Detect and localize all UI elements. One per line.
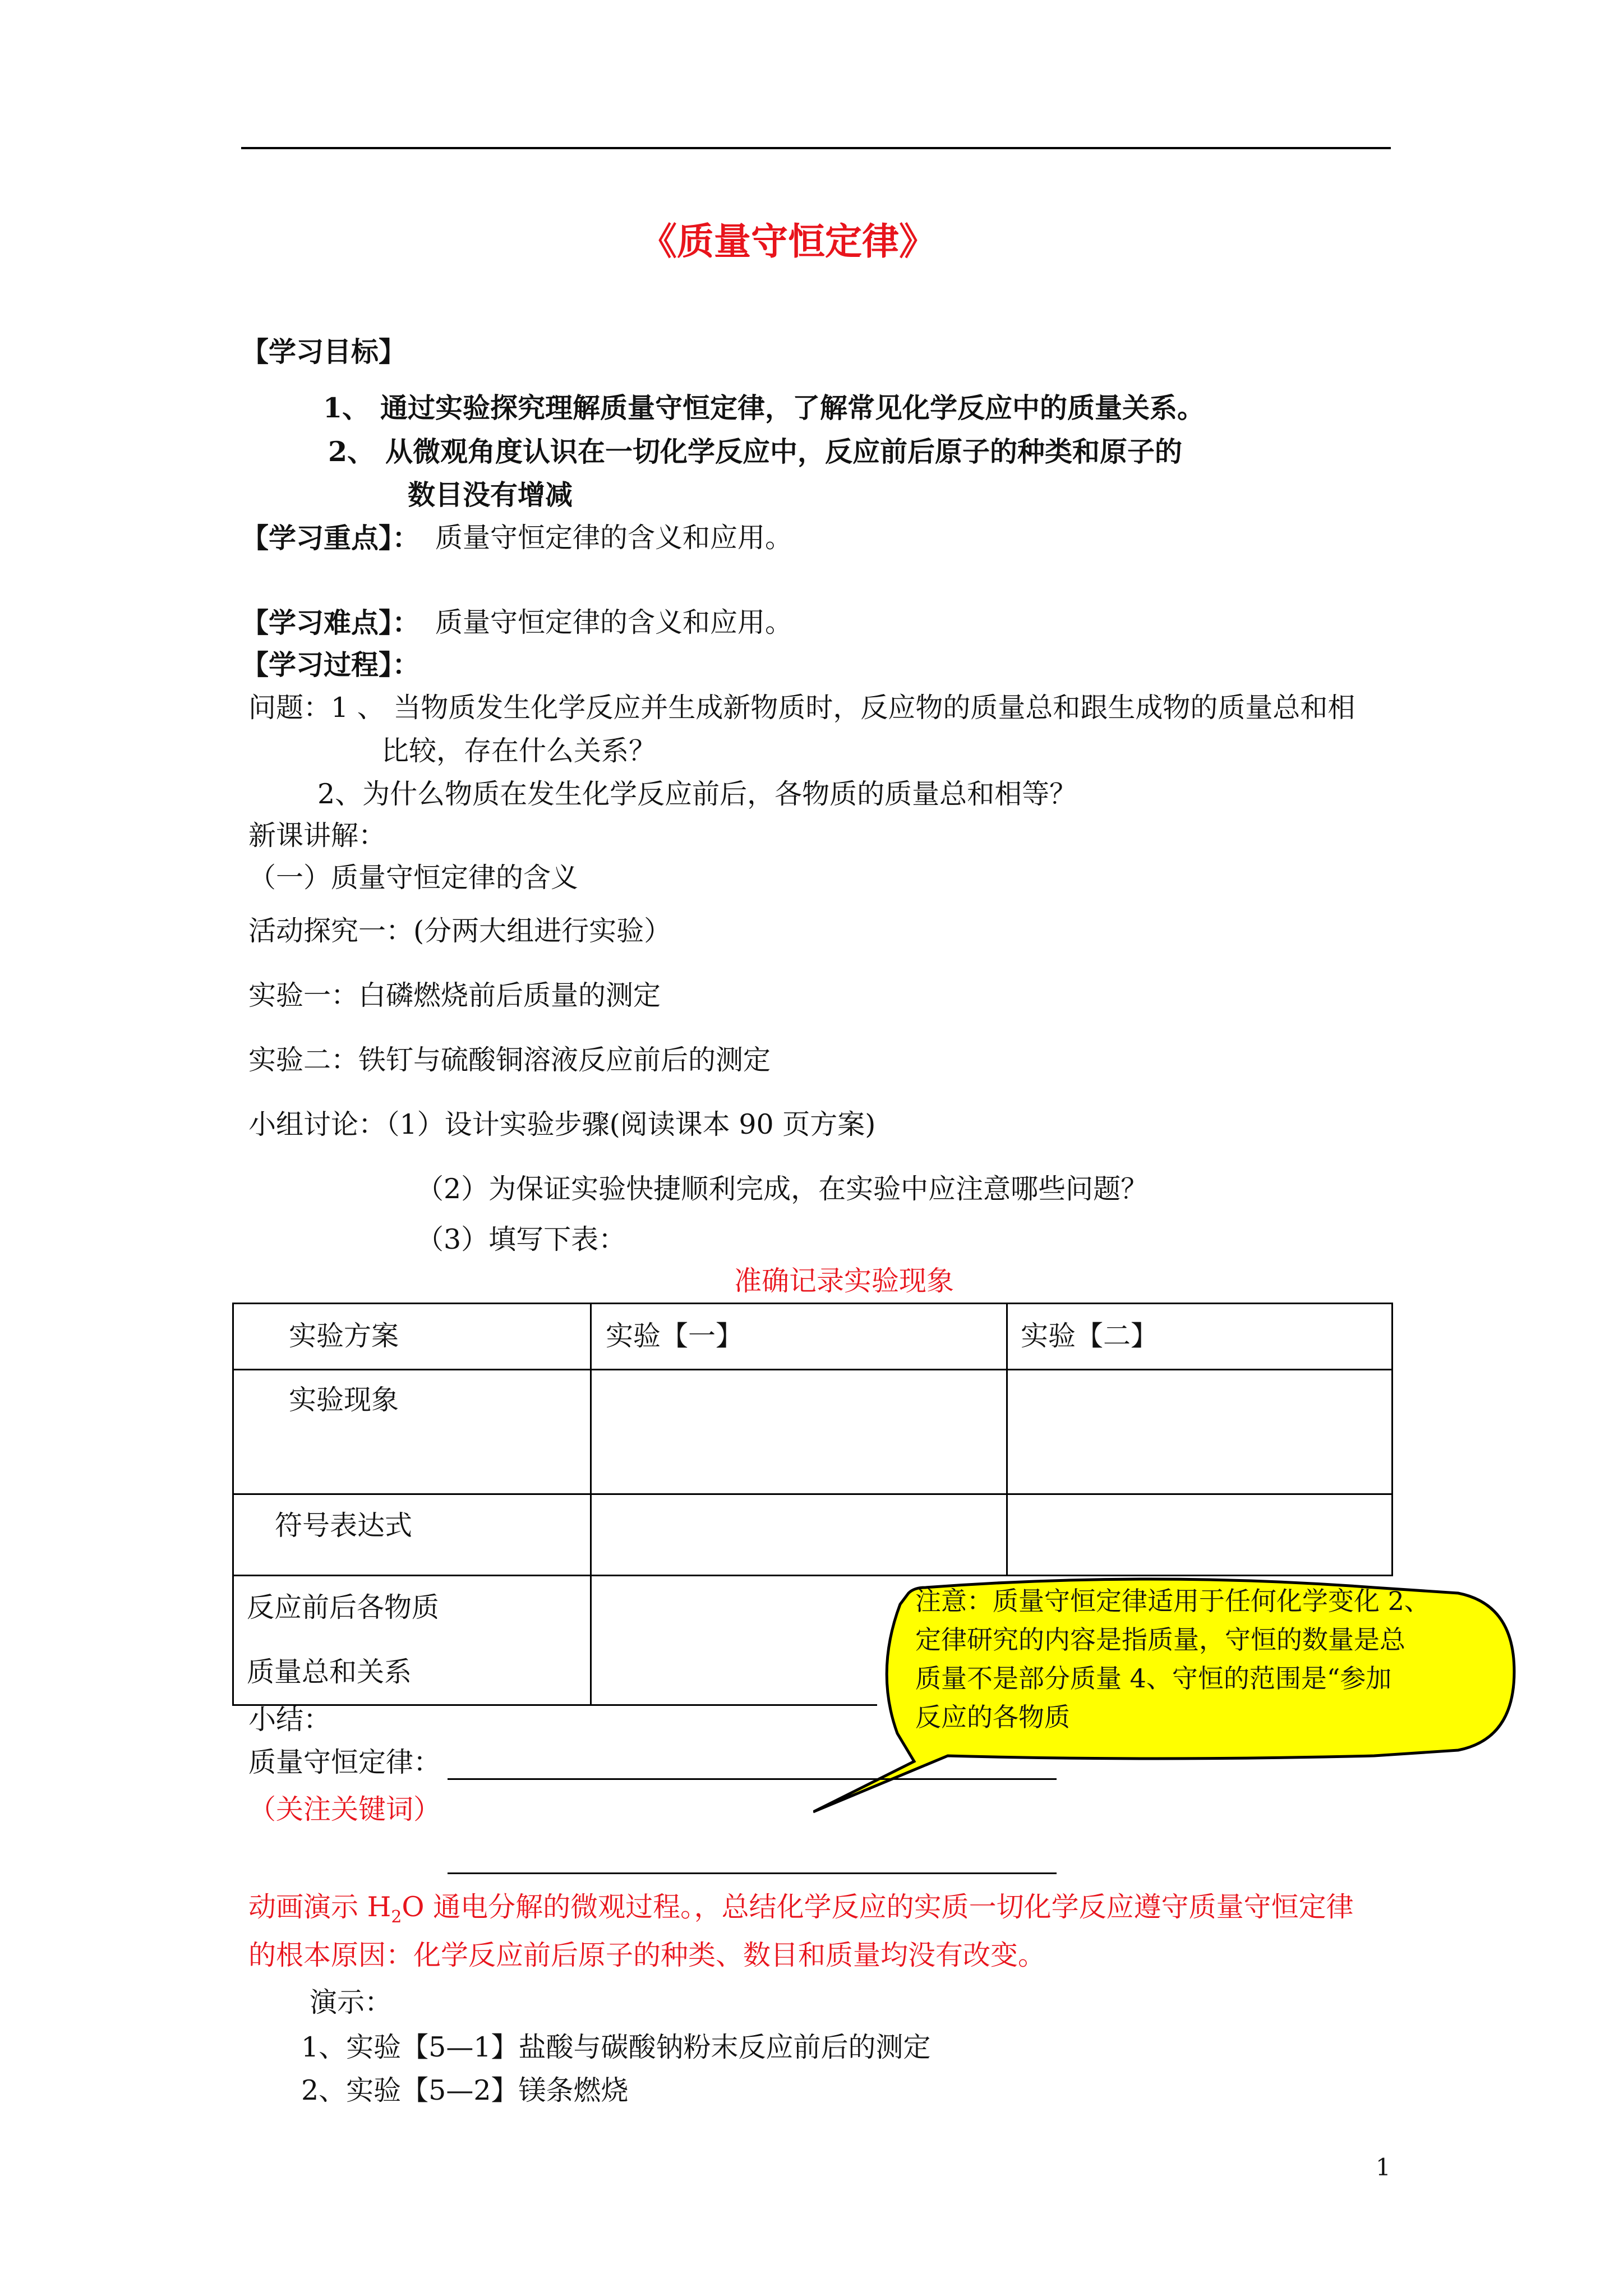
table-border-left: [232, 1303, 234, 1706]
table-header-plan: 实验方案: [289, 1320, 399, 1352]
difficulty-heading: 【学习难点】：: [241, 606, 420, 639]
discussion-step-1: 小组讨论：（1）设计实验步骤(阅读课本 90 页方案): [248, 1108, 876, 1140]
key-point-text: 质量守恒定律的含义和应用。: [435, 522, 793, 554]
table-border-row1: [232, 1369, 1393, 1370]
demo-label: 演示：: [310, 1986, 393, 2018]
table-row-mass-line2: 质量总和关系: [247, 1656, 412, 1688]
animation-subscript: 2: [391, 1907, 402, 1927]
page-number: 1: [1376, 2154, 1391, 2181]
table-row-phenomenon: 实验现象: [289, 1384, 399, 1416]
table-header-experiment-1: 实验【一】: [606, 1320, 744, 1352]
callout-line-3: 质量不是部分质量 4、守恒的范围是“参加: [915, 1663, 1392, 1694]
discussion-step-2: （2）为保证实验快捷顺利完成，在实验中应注意哪些问题？: [416, 1173, 1149, 1205]
key-point-heading: 【学习重点】：: [241, 522, 420, 554]
new-lesson-label: 新课讲解：: [248, 820, 386, 852]
activity-label: 活动探究一：(分两大组进行实验）: [248, 915, 672, 947]
process-heading: 【学习过程】：: [241, 648, 420, 681]
goal-2-text-line1: 从微观角度认识在一切化学反应中，反应前后原子的种类和原子的: [385, 435, 1183, 468]
table-header-experiment-2: 实验【二】: [1021, 1320, 1159, 1352]
goal-2-number: 2、: [328, 435, 375, 468]
table-caption: 准确记录实验现象: [734, 1265, 955, 1297]
goal-1-number: 1、: [323, 392, 370, 424]
discussion-step-3: （3）填写下表：: [416, 1223, 626, 1255]
experiment-2: 实验二：铁钉与硫酸铜溶液反应前后的测定: [248, 1044, 771, 1076]
part-one-heading: （一）质量守恒定律的含义: [248, 862, 579, 894]
question-2: 2、为什么物质在发生化学反应前后，各物质的质量总和相等？: [317, 778, 1077, 810]
experiment-1: 实验一：白磷燃烧前后质量的测定: [248, 979, 661, 1011]
animation-line-1: [248, 1890, 1354, 1934]
goal-1-text: 通过实验探究理解质量守恒定律，了解常见化学反应中的质量关系。: [380, 392, 1205, 424]
callout-line-2: 定律研究的内容是指质量，守恒的数量是总: [915, 1625, 1405, 1655]
header-rule: [241, 147, 1391, 149]
table-divider-2: [1006, 1303, 1008, 1576]
table-row-mass-line1: 反应前后各物质: [247, 1591, 440, 1623]
difficulty-text: 质量守恒定律的含义和应用。: [435, 606, 793, 638]
animation-line-2: 的根本原因：化学反应前后原子的种类、数目和质量均没有改变。: [248, 1939, 1046, 1971]
law-answer-line-2: [448, 1872, 1057, 1874]
demo-item-1: 1、实验【5—1】盐酸与碳酸钠粉末反应前后的测定: [301, 2031, 931, 2063]
keywords-note: （关注关键词）: [248, 1793, 441, 1825]
table-border-row2: [232, 1493, 1393, 1495]
law-label: 质量守恒定律：: [248, 1746, 441, 1778]
table-row-expression: 符号表达式: [275, 1510, 413, 1542]
demo-item-2: 2、实验【5—2】镁条燃烧: [301, 2074, 629, 2106]
callout-line-1: 注意：质量守恒定律适用于任何化学变化 2、: [915, 1586, 1430, 1616]
animation-text-a: 动画演示 H: [248, 1891, 391, 1923]
goal-2-text-line2: 数目没有增减: [408, 478, 573, 511]
table-border-top: [232, 1303, 1393, 1304]
table-border-right: [1391, 1303, 1393, 1576]
animation-text-b: O 通电分解的微观过程。，总结化学反应的实质一切化学反应遵守质量守恒定律: [402, 1891, 1354, 1923]
callout-line-4: 反应的各物质: [915, 1702, 1070, 1732]
question-1-line1: 问题：1 、 当物质发生化学反应并生成新物质时，反应物的质量总和跟生成物的质量总和相: [248, 692, 1355, 724]
page-title: 《质量守恒定律》: [640, 219, 936, 263]
question-1-line2: 比较，存在什么关系？: [381, 735, 657, 767]
law-answer-line: [448, 1778, 1057, 1780]
table-divider-1: [590, 1303, 592, 1706]
summary-label: 小结：: [248, 1704, 331, 1736]
goals-heading: 【学习目标】: [241, 335, 407, 368]
